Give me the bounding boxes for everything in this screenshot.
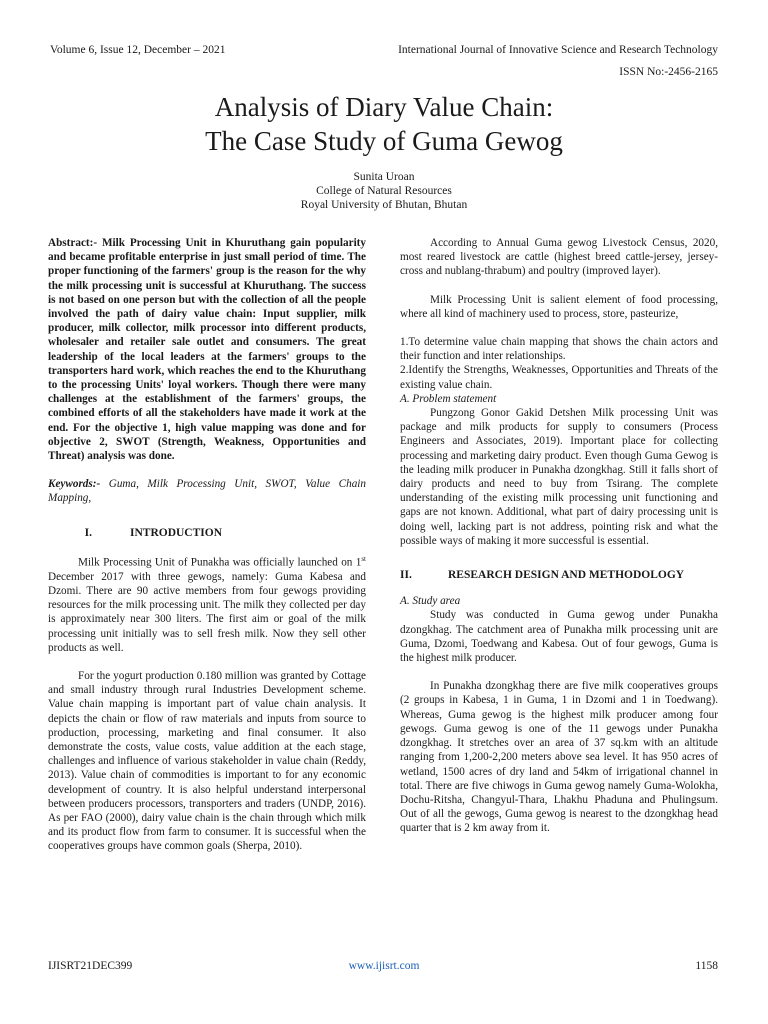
section-title: RESEARCH DESIGN AND METHODOLOGY [448,569,685,582]
section-number: I. [84,526,92,539]
left-column [48,236,366,854]
article-id: IJISRT21DEC399 [48,960,133,972]
keywords [48,477,366,505]
issn: ISSN No:-2456-2165 [619,66,718,78]
mpu-paragraph: Milk Processing Unit is salient element of food processing, where all kind of machinery used to process, store, pasteurize, [400,293,718,320]
intro-p1-text: Milk Processing Unit of Punakha was officially launched on 1 [78,556,362,569]
abstract [48,236,366,463]
section-number: II. [400,569,412,582]
keywords-text: Guma, Milk Processing Unit, SWOT, Value Chain Mapping, [48,478,366,505]
right-column [400,236,718,836]
journal-website-link[interactable]: www.ijisrt.com [348,960,420,972]
paper-title-line-2: The Case Study of Guma Gewog [205,126,563,156]
objective-2: 2.Identify the Strengths, Weaknesses, Opportunities and Threats of the existing value chain. [400,364,718,391]
intro-paragraph-1 [48,552,366,655]
intro-paragraph-2: For the yogurt production 0.180 million was granted by Cottage and small industry through rural Industries Development scheme. Value chain mapping is important part of value chain analysis. It depicts the chain or flow of raw materials and inputs from source to production, processing, marketing and final consumer. It also demonstrate the costs, value costs, value addition at the each stage, challenges and influence of various stakeholder in value chain (Reddy, 2013). Value chain of commodities is important to for any economic development of country. It is also helpful understand interpersonal between producers processors, transporters and traders (UNDP, 2016). As per FAO (2000), dairy value chain is the chain through which milk and its product flow from farm to consumer. It is successful when the cooperatives groups have common goals (Sherpa, 2010). [48,670,366,853]
ordinal-suffix: st [361,554,366,563]
author-college: College of Natural Resources [316,185,452,197]
intro-p1-text-cont: December 2017 with three gewogs, namely: Guma Kabesa and Dzomi. There are 90 active members from four gewogs providing resources for the milk processing unit. The milk they collected per day is approximately near 300 liters. The first aim or goal of the milk processing unit initially was to sell fresh milk. Now they sell other products as well. [48,570,366,654]
volume-issue: Volume 6, Issue 12, December – 2021 [50,44,226,56]
subheading-problem-statement: A. Problem statement [400,392,497,405]
page-number: 1158 [695,960,718,972]
study-area-paragraph-1: Study was conducted in Guma gewog under Punakha dzongkhag. The catchment area of Punakha milk processing unit are Guma, Dzomi, Toedwang and Kabesa. Out of four gewogs, Guma is the highest milk producer. [400,609,718,665]
author-university: Royal University of Bhutan, Bhutan [300,199,468,211]
section-heading-introduction [48,526,366,540]
author-name: Sunita Uroan [353,171,415,183]
abstract-label: Abstract:- [48,237,98,249]
section-title: INTRODUCTION [130,526,223,539]
study-area-paragraph-2: In Punakha dzongkhag there are five milk cooperatives groups (2 groups in Kabesa, 1 in Guma, 1 in Dzomi and 1 in Toedwang). Whereas, Guma gewog is the highest milk producer among four gewogs. Guma gewog is one of the 11 gewogs under Punakha dzongkhag. It stretches over an area of 37 sq.km with an altitude ranging from 1,200-2,200 meters above sea level. It has 950 acres of wetland, 1500 acres of dry land and 54km of irrigational channel in total. There are five chiwogs in Guma gewog namely Guma-Wolokha, Dochu-Ritsha, Changyul-Thara, Lhakhu Phaduna and Phulingsum. Out of all the gewogs, Guma gewog is nearest to the dzongkhag head quarter that is 2 km away from it. [400,680,718,835]
census-paragraph: According to Annual Guma gewog Livestock Census, 2020, most reared livestock are cattle (highest breed cattle-jersey, jersey-cross and nublang-thrabum) and poultry (improved layer). [400,237,718,278]
keywords-label: Keywords:- [48,478,101,491]
abstract-text: Milk Processing Unit in Khuruthang gain popularity and became profitable enterprise in just small period of time. The proper functioning of the farmers' group is the reason for the why the milk processing unit is successful at Khuruthang. The success is not based on one person but with the collection of all the people involved the path of dairy value chain: Input supplier, milk producer, milk collector, milk processor into different products, wholesaler and retailer sale outlet and consumers. The great leadership of the local leaders at the farmers' groups to the transporters hard work, which reaches the end to the Khuruthang to the processing Units' loyal workers. Though there were many challenges at the establishment of the farmers' groups, the combined efforts of all the stakeholders have made it work at the end. For the objective 1, high value mapping was done and for objective 2, SWOT (Strength, Weakness, Opportunities and Threat) analysis was done. [48,237,366,463]
problem-statement-paragraph: Pungzong Gonor Gakid Detshen Milk processing Unit was package and milk products for supply to consumers (Process Engineers and Associates, 2019). Important place for collecting processing and marketing dairy product. Even though Guma Gewog is the leading milk producer in Punakha dzongkhag. Still it falls short of dairy products and need to buy from Tsirang. The complete understanding of the existing milk processing unit functioning and gaps are not known. Additional, what part of dairy processing unit is doing well, lacking part is not address, pointing risk and what the possible ways of making it more successful is essential. [400,407,718,547]
objective-1: 1.To determine value chain mapping that shows the chain actors and their function and inter relationships. [400,336,718,363]
subheading-study-area: A. Study area [400,595,461,608]
section-heading-methodology [400,568,718,582]
journal-name: International Journal of Innovative Science and Research Technology [398,44,718,56]
paper-title-line-1: Analysis of Diary Value Chain: [214,92,554,122]
